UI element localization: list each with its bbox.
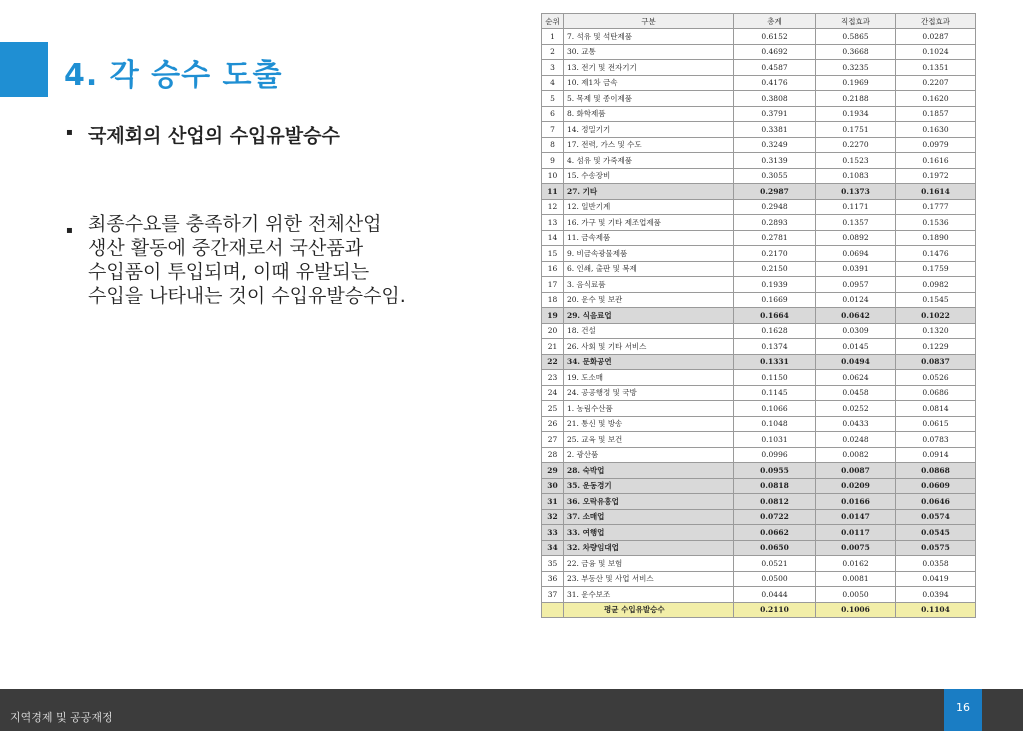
indirect-cell: 0.1620 bbox=[896, 91, 976, 107]
table-row bbox=[542, 587, 976, 603]
direct-cell: 0.0050 bbox=[816, 587, 896, 603]
data-table bbox=[541, 13, 976, 618]
total-cell: 0.0955 bbox=[734, 463, 816, 479]
total-cell: 0.0650 bbox=[734, 540, 816, 556]
indirect-cell: 0.0783 bbox=[896, 432, 976, 448]
direct-cell: 0.0248 bbox=[816, 432, 896, 448]
table-row bbox=[542, 168, 976, 184]
indirect-cell: 0.1024 bbox=[896, 44, 976, 60]
indirect-cell: 0.1022 bbox=[896, 308, 976, 324]
direct-cell: 0.1357 bbox=[816, 215, 896, 231]
rank-cell: 35 bbox=[542, 556, 564, 572]
indirect-cell: 0.1229 bbox=[896, 339, 976, 355]
category-cell: 34. 문화공연 bbox=[564, 354, 734, 370]
rank-cell: 11 bbox=[542, 184, 564, 200]
indirect-cell: 0.0609 bbox=[896, 478, 976, 494]
table-header-row bbox=[542, 14, 976, 29]
table-row bbox=[542, 432, 976, 448]
category-cell: 22. 금융 및 보험 bbox=[564, 556, 734, 572]
rank-cell: 33 bbox=[542, 525, 564, 541]
category-cell: 12. 일반기계 bbox=[564, 199, 734, 215]
table-row bbox=[542, 416, 976, 432]
direct-cell: 0.1523 bbox=[816, 153, 896, 169]
direct-cell: 0.1171 bbox=[816, 199, 896, 215]
direct-cell: 0.2188 bbox=[816, 91, 896, 107]
category-cell: 5. 목제 및 종이제품 bbox=[564, 91, 734, 107]
category-cell: 21. 통신 및 방송 bbox=[564, 416, 734, 432]
total-cell: 0.0444 bbox=[734, 587, 816, 603]
rank-cell: 20 bbox=[542, 323, 564, 339]
direct-cell: 0.0391 bbox=[816, 261, 896, 277]
rank-cell: 3 bbox=[542, 60, 564, 76]
rank-cell: 37 bbox=[542, 587, 564, 603]
bullet-square-icon: ▪ bbox=[66, 127, 73, 138]
table-row bbox=[542, 153, 976, 169]
total-cell: 0.0996 bbox=[734, 447, 816, 463]
category-cell: 36. 오락유흥업 bbox=[564, 494, 734, 510]
indirect-cell: 0.0979 bbox=[896, 137, 976, 153]
total-cell: 0.2170 bbox=[734, 246, 816, 262]
total-cell: 0.3249 bbox=[734, 137, 816, 153]
table-row bbox=[542, 401, 976, 417]
direct-cell: 0.0145 bbox=[816, 339, 896, 355]
direct-cell: 0.0081 bbox=[816, 571, 896, 587]
rank-cell: 28 bbox=[542, 447, 564, 463]
indirect-cell: 0.1972 bbox=[896, 168, 976, 184]
total-cell: 0.3139 bbox=[734, 153, 816, 169]
indirect-cell: 0.0914 bbox=[896, 447, 976, 463]
category-cell: 20. 운수 및 보관 bbox=[564, 292, 734, 308]
category-cell: 33. 여행업 bbox=[564, 525, 734, 541]
rank-cell: 6 bbox=[542, 106, 564, 122]
table-row bbox=[542, 91, 976, 107]
total-cell: 0.2781 bbox=[734, 230, 816, 246]
direct-cell: 0.1083 bbox=[816, 168, 896, 184]
category-cell: 14. 정밀기기 bbox=[564, 122, 734, 138]
rank-cell: 21 bbox=[542, 339, 564, 355]
indirect-cell: 0.1614 bbox=[896, 184, 976, 200]
category-cell: 17. 전력, 가스 및 수도 bbox=[564, 137, 734, 153]
total-cell: 0.1145 bbox=[734, 385, 816, 401]
indirect-cell: 0.0575 bbox=[896, 540, 976, 556]
rank-cell: 19 bbox=[542, 308, 564, 324]
rank-cell: 2 bbox=[542, 44, 564, 60]
total-cell: 0.2987 bbox=[734, 184, 816, 200]
rank-cell: 25 bbox=[542, 401, 564, 417]
rank-cell: 34 bbox=[542, 540, 564, 556]
bullet-heading-text: 국제회의 산업의 수입유발승수 bbox=[88, 125, 340, 147]
rank-cell: 29 bbox=[542, 463, 564, 479]
table-row bbox=[542, 339, 976, 355]
total-cell: 0.0722 bbox=[734, 509, 816, 525]
description-line: 생산 활동에 중간재로서 국산품과 bbox=[88, 237, 364, 259]
rank-cell: 9 bbox=[542, 153, 564, 169]
indirect-cell: 0.0574 bbox=[896, 509, 976, 525]
table-row bbox=[542, 323, 976, 339]
category-cell: 18. 건설 bbox=[564, 323, 734, 339]
indirect-cell: 0.0837 bbox=[896, 354, 976, 370]
table-row bbox=[542, 199, 976, 215]
table-row bbox=[542, 370, 976, 386]
total-cell: 0.3055 bbox=[734, 168, 816, 184]
rank-cell: 16 bbox=[542, 261, 564, 277]
total-cell: 0.1669 bbox=[734, 292, 816, 308]
import-multiplier-table bbox=[541, 13, 975, 618]
total-cell: 0.1031 bbox=[734, 432, 816, 448]
direct-cell: 0.1969 bbox=[816, 75, 896, 91]
rank-cell: 22 bbox=[542, 354, 564, 370]
direct-cell: 0.0458 bbox=[816, 385, 896, 401]
category-cell: 29. 식음료업 bbox=[564, 308, 734, 324]
footer-course-title: 지역경제 및 공공재정 bbox=[10, 711, 113, 724]
header-total: 총계 bbox=[734, 14, 816, 29]
direct-cell: 0.0082 bbox=[816, 447, 896, 463]
indirect-cell: 0.1630 bbox=[896, 122, 976, 138]
rank-cell: 5 bbox=[542, 91, 564, 107]
header-category: 구분 bbox=[564, 14, 734, 29]
direct-cell: 0.0087 bbox=[816, 463, 896, 479]
bullet-square-icon: ▪ bbox=[66, 225, 73, 236]
category-cell: 7. 석유 및 석탄제품 bbox=[564, 29, 734, 45]
rank-cell: 36 bbox=[542, 571, 564, 587]
category-cell: 31. 운수보조 bbox=[564, 587, 734, 603]
category-cell: 27. 기타 bbox=[564, 184, 734, 200]
direct-cell: 0.3235 bbox=[816, 60, 896, 76]
indirect-cell: 0.0394 bbox=[896, 587, 976, 603]
direct-cell: 0.0252 bbox=[816, 401, 896, 417]
category-cell: 15. 수송장비 bbox=[564, 168, 734, 184]
indirect-cell: 0.0545 bbox=[896, 525, 976, 541]
category-cell: 3. 음식료품 bbox=[564, 277, 734, 293]
total-cell: 0.3808 bbox=[734, 91, 816, 107]
header-rank: 순위 bbox=[542, 14, 564, 29]
total-cell: 0.0521 bbox=[734, 556, 816, 572]
table-row bbox=[542, 75, 976, 91]
table-row bbox=[542, 571, 976, 587]
table-row bbox=[542, 44, 976, 60]
total-cell: 0.0812 bbox=[734, 494, 816, 510]
direct-cell: 0.3668 bbox=[816, 44, 896, 60]
total-cell: 0.4587 bbox=[734, 60, 816, 76]
direct-cell: 0.5865 bbox=[816, 29, 896, 45]
indirect-cell: 0.1890 bbox=[896, 230, 976, 246]
table-row bbox=[542, 385, 976, 401]
total-indirect: 0.1104 bbox=[896, 602, 976, 618]
description-line: 수입을 나타내는 것이 수입유발승수임. bbox=[88, 285, 406, 307]
indirect-cell: 0.1777 bbox=[896, 199, 976, 215]
total-cell: 0.3381 bbox=[734, 122, 816, 138]
description-line: 수입품이 투입되며, 이때 유발되는 bbox=[88, 261, 370, 283]
total-cell: 0.1331 bbox=[734, 354, 816, 370]
table-row bbox=[542, 184, 976, 200]
table-row bbox=[542, 137, 976, 153]
footer-bar bbox=[0, 689, 1023, 731]
slide-title: 4. 각 승수 도출 bbox=[64, 58, 283, 93]
direct-cell: 0.0166 bbox=[816, 494, 896, 510]
direct-cell: 0.1373 bbox=[816, 184, 896, 200]
table-row bbox=[542, 230, 976, 246]
direct-cell: 0.0494 bbox=[816, 354, 896, 370]
table-row bbox=[542, 261, 976, 277]
rank-cell: 26 bbox=[542, 416, 564, 432]
indirect-cell: 0.0526 bbox=[896, 370, 976, 386]
table-total-row bbox=[542, 602, 976, 618]
direct-cell: 0.2270 bbox=[816, 137, 896, 153]
page-number-box bbox=[944, 689, 982, 731]
table-row bbox=[542, 494, 976, 510]
direct-cell: 0.0209 bbox=[816, 478, 896, 494]
category-cell: 2. 광산품 bbox=[564, 447, 734, 463]
category-cell: 8. 화학제품 bbox=[564, 106, 734, 122]
rank-cell: 17 bbox=[542, 277, 564, 293]
total-cell: 0.0662 bbox=[734, 525, 816, 541]
rank-cell: 10 bbox=[542, 168, 564, 184]
total-cell: 0.1066 bbox=[734, 401, 816, 417]
direct-cell: 0.0892 bbox=[816, 230, 896, 246]
indirect-cell: 0.1545 bbox=[896, 292, 976, 308]
table-row bbox=[542, 29, 976, 45]
description-line: 최종수요를 충족하기 위한 전체산업 bbox=[88, 213, 382, 235]
bullet-description bbox=[66, 212, 406, 308]
total-cell: 0.0818 bbox=[734, 478, 816, 494]
total-cell: 0.1150 bbox=[734, 370, 816, 386]
rank-cell: 24 bbox=[542, 385, 564, 401]
category-cell: 6. 인쇄, 출판 및 복제 bbox=[564, 261, 734, 277]
rank-cell: 30 bbox=[542, 478, 564, 494]
total-cell: 0.2150 bbox=[734, 261, 816, 277]
indirect-cell: 0.2207 bbox=[896, 75, 976, 91]
table-row bbox=[542, 292, 976, 308]
direct-cell: 0.0117 bbox=[816, 525, 896, 541]
total-cell: 0.1048 bbox=[734, 416, 816, 432]
category-cell: 9. 비금속광물제품 bbox=[564, 246, 734, 262]
total-cell: 0.1664 bbox=[734, 308, 816, 324]
direct-cell: 0.0162 bbox=[816, 556, 896, 572]
direct-cell: 0.0309 bbox=[816, 323, 896, 339]
rank-cell: 14 bbox=[542, 230, 564, 246]
table-row bbox=[542, 106, 976, 122]
direct-cell: 0.1751 bbox=[816, 122, 896, 138]
header-direct: 직접효과 bbox=[816, 14, 896, 29]
rank-cell: 31 bbox=[542, 494, 564, 510]
table-row bbox=[542, 556, 976, 572]
indirect-cell: 0.0982 bbox=[896, 277, 976, 293]
category-cell: 13. 전기 및 전자기기 bbox=[564, 60, 734, 76]
rank-cell: 12 bbox=[542, 199, 564, 215]
rank-cell: 15 bbox=[542, 246, 564, 262]
indirect-cell: 0.0358 bbox=[896, 556, 976, 572]
total-cell: 0.2893 bbox=[734, 215, 816, 231]
table-row bbox=[542, 246, 976, 262]
total-direct: 0.1006 bbox=[816, 602, 896, 618]
table-row bbox=[542, 509, 976, 525]
total-cell: 0.0500 bbox=[734, 571, 816, 587]
indirect-cell: 0.1476 bbox=[896, 246, 976, 262]
category-cell: 28. 숙박업 bbox=[564, 463, 734, 479]
table-row bbox=[542, 478, 976, 494]
rank-cell: 13 bbox=[542, 215, 564, 231]
table-row bbox=[542, 463, 976, 479]
category-cell: 16. 가구 및 기타 제조업제품 bbox=[564, 215, 734, 231]
total-label: 평균 수입유발승수 bbox=[564, 602, 734, 618]
total-cell: 0.4692 bbox=[734, 44, 816, 60]
category-cell: 4. 섬유 및 가죽제품 bbox=[564, 153, 734, 169]
direct-cell: 0.0075 bbox=[816, 540, 896, 556]
direct-cell: 0.0642 bbox=[816, 308, 896, 324]
total-cell: 0.1939 bbox=[734, 277, 816, 293]
indirect-cell: 0.0646 bbox=[896, 494, 976, 510]
table-row bbox=[542, 308, 976, 324]
category-cell: 24. 공공행정 및 국방 bbox=[564, 385, 734, 401]
table-row bbox=[542, 215, 976, 231]
table-row bbox=[542, 60, 976, 76]
indirect-cell: 0.0868 bbox=[896, 463, 976, 479]
indirect-cell: 0.0287 bbox=[896, 29, 976, 45]
title-accent-bar bbox=[0, 42, 48, 97]
category-cell: 35. 운동경기 bbox=[564, 478, 734, 494]
total-cell: 0.1374 bbox=[734, 339, 816, 355]
table-row bbox=[542, 122, 976, 138]
rank-cell: 1 bbox=[542, 29, 564, 45]
rank-cell: 7 bbox=[542, 122, 564, 138]
category-cell: 26. 사회 및 기타 서비스 bbox=[564, 339, 734, 355]
indirect-cell: 0.1857 bbox=[896, 106, 976, 122]
indirect-cell: 0.0814 bbox=[896, 401, 976, 417]
direct-cell: 0.0624 bbox=[816, 370, 896, 386]
direct-cell: 0.0124 bbox=[816, 292, 896, 308]
indirect-cell: 0.1536 bbox=[896, 215, 976, 231]
rank-cell: 32 bbox=[542, 509, 564, 525]
category-cell: 23. 부동산 및 사업 서비스 bbox=[564, 571, 734, 587]
indirect-cell: 0.1320 bbox=[896, 323, 976, 339]
total-rank-cell bbox=[542, 602, 564, 618]
table-row bbox=[542, 354, 976, 370]
category-cell: 30. 교통 bbox=[564, 44, 734, 60]
rank-cell: 23 bbox=[542, 370, 564, 386]
direct-cell: 0.0694 bbox=[816, 246, 896, 262]
table-row bbox=[542, 447, 976, 463]
category-cell: 11. 금속제품 bbox=[564, 230, 734, 246]
table-row bbox=[542, 277, 976, 293]
rank-cell: 27 bbox=[542, 432, 564, 448]
total-value: 0.2110 bbox=[734, 602, 816, 618]
category-cell: 1. 농림수산품 bbox=[564, 401, 734, 417]
direct-cell: 0.0147 bbox=[816, 509, 896, 525]
table-row bbox=[542, 525, 976, 541]
indirect-cell: 0.0615 bbox=[896, 416, 976, 432]
rank-cell: 8 bbox=[542, 137, 564, 153]
direct-cell: 0.1934 bbox=[816, 106, 896, 122]
indirect-cell: 0.1759 bbox=[896, 261, 976, 277]
header-indirect: 간접효과 bbox=[896, 14, 976, 29]
rank-cell: 4 bbox=[542, 75, 564, 91]
table-row bbox=[542, 540, 976, 556]
indirect-cell: 0.1616 bbox=[896, 153, 976, 169]
indirect-cell: 0.0686 bbox=[896, 385, 976, 401]
direct-cell: 0.0957 bbox=[816, 277, 896, 293]
table-body bbox=[542, 29, 976, 603]
total-cell: 0.6152 bbox=[734, 29, 816, 45]
total-cell: 0.1628 bbox=[734, 323, 816, 339]
category-cell: 32. 차량임대업 bbox=[564, 540, 734, 556]
category-cell: 37. 소매업 bbox=[564, 509, 734, 525]
total-cell: 0.3791 bbox=[734, 106, 816, 122]
total-cell: 0.4176 bbox=[734, 75, 816, 91]
category-cell: 25. 교육 및 보건 bbox=[564, 432, 734, 448]
indirect-cell: 0.0419 bbox=[896, 571, 976, 587]
rank-cell: 18 bbox=[542, 292, 564, 308]
indirect-cell: 0.1351 bbox=[896, 60, 976, 76]
bullet-heading bbox=[66, 121, 340, 148]
direct-cell: 0.0433 bbox=[816, 416, 896, 432]
page-number: 16 bbox=[956, 701, 970, 714]
category-cell: 19. 도소매 bbox=[564, 370, 734, 386]
category-cell: 10. 제1차 금속 bbox=[564, 75, 734, 91]
total-cell: 0.2948 bbox=[734, 199, 816, 215]
